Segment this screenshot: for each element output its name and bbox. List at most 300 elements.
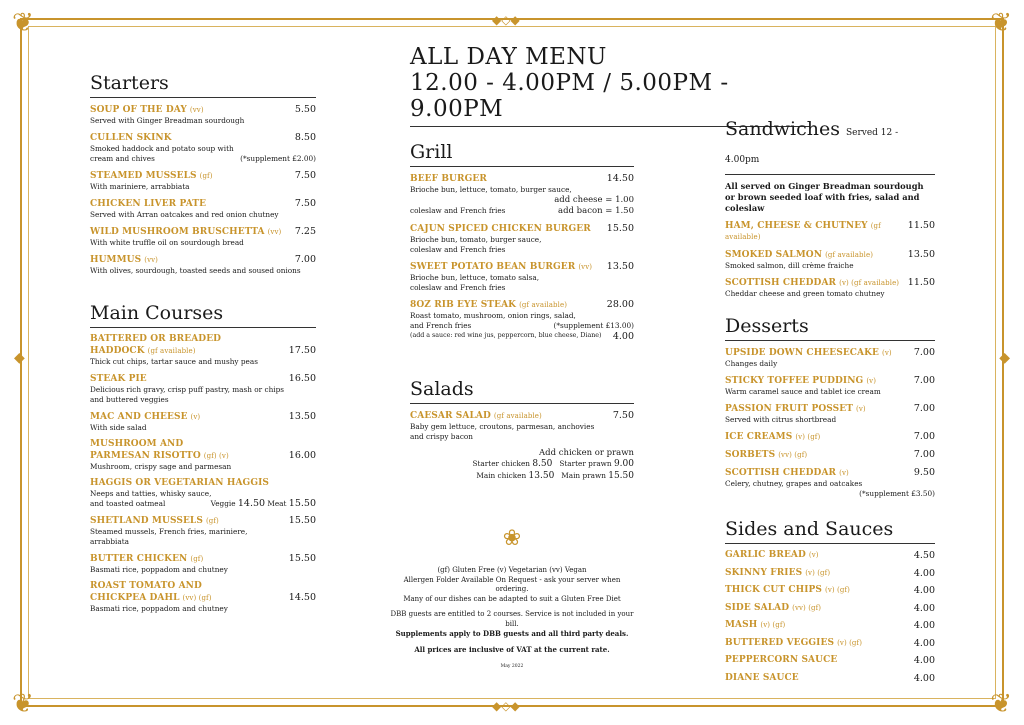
item-row [725, 449, 935, 461]
item-price: 4.00 [913, 620, 935, 631]
item-name [410, 300, 567, 311]
item-price: 5.50 [294, 104, 316, 115]
sauce-note: (add a sauce: red wine jus, peppercorn, blue cheese, Diane) [410, 332, 602, 339]
side-item [725, 620, 935, 631]
item-price: 28.00 [606, 299, 634, 310]
item-name-text: SMOKED SALMON [725, 250, 823, 260]
item-price: 4.50 [913, 550, 935, 561]
item-name [725, 221, 905, 243]
item-price: 7.00 [913, 375, 935, 386]
diet-tag: (v) [856, 405, 866, 413]
item-description: Neeps and tatties, whisky sauce, [90, 489, 212, 498]
item-row [410, 299, 634, 311]
item-name-text: HADDOCK [90, 346, 145, 356]
side-item [725, 550, 935, 561]
item-name-text: HAGGIS OR VEGETARIAN HAGGIS [90, 478, 270, 488]
item-name-text: CAESAR SALAD [410, 411, 491, 421]
item-description: Cheddar cheese and green tomato chutney [725, 289, 885, 298]
item-name-text: SCOTTISH CHEDDAR [725, 468, 837, 478]
diet-tag: (gf available) [825, 251, 874, 259]
item-description: coleslaw and French fries [410, 245, 506, 254]
diet-tag: (vv) (gf) [182, 594, 212, 602]
side-ornament-icon: ◆ [999, 350, 1010, 366]
diet-tag: (vv) [267, 228, 282, 236]
menu-item [725, 467, 935, 498]
desc-row [90, 537, 316, 547]
grill-list [410, 173, 634, 342]
item-row [90, 198, 316, 210]
item-row [725, 403, 935, 415]
item-name [90, 199, 206, 210]
item-price: 8.50 [294, 132, 316, 143]
section-title: Main Courses [90, 302, 316, 328]
item-description: Steamed mussels, French fries, mariniere, [90, 527, 248, 536]
item-name-text: STEAMED MUSSELS [90, 171, 197, 181]
menu-item [90, 226, 316, 248]
section-title: Grill [410, 141, 634, 167]
item-name [725, 278, 899, 289]
item-price: 15.50 [606, 223, 634, 234]
sandwiches-title: Sandwiches [725, 118, 840, 140]
item-name [725, 603, 821, 614]
item-row [725, 375, 935, 387]
menu-date: May 2022 [500, 664, 524, 669]
menu-item [410, 261, 634, 293]
item-row [410, 223, 634, 235]
supplement-note: (*supplement £2.00) [240, 154, 316, 163]
item-price: 4.00 [913, 655, 935, 666]
item-price: 4.00 [913, 672, 935, 684]
diet-tag: (vv) [578, 263, 593, 271]
item-description: Baby gem lettuce, croutons, parmesan, anchovies [410, 422, 595, 431]
menu-item [725, 249, 935, 271]
item-row [725, 467, 935, 479]
item-description: and toasted oatmeal [90, 499, 166, 508]
meat-label: Meat [267, 499, 287, 508]
item-description: Brioche bun, lettuce, tomato, burger sauce, [410, 185, 572, 194]
diet-tag: (vv) [144, 256, 159, 264]
veggie-label: Veggie [210, 499, 236, 508]
diet-tag: (v) (gf) [837, 638, 863, 647]
desserts-section [725, 315, 935, 498]
extra-label: Main prawn [561, 471, 606, 480]
item-description: With white truffle oil on sourdough bread [90, 238, 244, 247]
menu-item [725, 375, 935, 397]
item-name-text: PARMESAN RISOTTO [90, 451, 201, 461]
item-row [725, 220, 935, 243]
item-description: arrabbiata [90, 537, 129, 546]
menu-item [90, 104, 316, 126]
lotus-icon: ❀ [502, 526, 522, 551]
corner-ornament-icon: ❦ [12, 689, 34, 719]
item-name [90, 554, 203, 565]
item-name [725, 620, 785, 631]
diet-legend: (gf) Gluten Free (v) Vegetarian (vv) Vegan [437, 566, 587, 574]
starters-list [90, 104, 316, 276]
item-price: 15.50 [288, 553, 316, 564]
diet-tag: (gf available) [493, 412, 542, 420]
extra-label: Main chicken [476, 471, 527, 480]
item-description: With olives, sourdough, toasted seeds and soused onions [90, 266, 301, 275]
salads-list [410, 410, 634, 442]
item-name [725, 568, 830, 579]
item-description: Brioche bun, tomato, burger sauce, [410, 235, 542, 244]
haggis-prices [211, 499, 316, 509]
sandwiches-section [725, 118, 935, 299]
item-row [90, 592, 316, 604]
section-title: Salads [410, 378, 634, 404]
item-row [90, 226, 316, 238]
side-item [725, 673, 935, 684]
item-name [90, 171, 213, 182]
item-name-text: THICK CUT CHIPS [725, 585, 823, 595]
item-price: 4.00 [913, 602, 935, 614]
item-price: 16.50 [288, 373, 316, 384]
item-name-text: DIANE SAUCE [725, 672, 799, 683]
mains-list [90, 334, 316, 614]
diet-tag: (v) (gf) [825, 586, 850, 594]
item-price: 7.25 [294, 226, 316, 237]
item-description: With side salad [90, 423, 147, 432]
item-row [90, 553, 316, 565]
item-name [90, 374, 147, 385]
item-name-text: MAC AND CHEESE [90, 412, 188, 422]
desc-row [410, 283, 634, 293]
menu-item [90, 198, 316, 220]
item-name-text: SHETLAND MUSSELS [90, 516, 203, 526]
item-name [90, 133, 172, 144]
item-description: Roast tomato, mushroom, onion rings, salad, [410, 311, 576, 320]
item-row [90, 170, 316, 182]
sandwiches-intro: All served on Ginger Breadman sourdough or brown seeded loaf with fries, salad and coleslaw [725, 181, 924, 213]
diet-tag: (v) (gf) [795, 433, 821, 441]
item-name-text: SORBETS [725, 450, 776, 460]
item-name [725, 638, 862, 649]
menu-item [410, 299, 634, 342]
item-description: Thick cut chips, tartar sauce and mushy peas [90, 357, 258, 366]
item-name-text: WILD MUSHROOM BRUSCHETTA [90, 227, 265, 237]
item-name-text: CHICKPEA DAHL [90, 593, 180, 603]
desc-row [725, 489, 935, 498]
extra-label: Starter chicken [472, 459, 530, 468]
item-name-text: BEEF BURGER [410, 174, 487, 184]
item-description: Basmati rice, poppadom and chutney [90, 565, 228, 574]
item-name-text: HUMMUS [90, 255, 142, 265]
item-row [90, 478, 316, 489]
item-name [410, 224, 591, 235]
menu-item [410, 173, 634, 217]
desc-row [90, 154, 316, 164]
menu-item [90, 581, 316, 614]
item-name [725, 376, 876, 387]
item-description: cream and chives [90, 154, 155, 163]
desc-row [90, 499, 316, 509]
item-price: 4.00 [913, 585, 935, 596]
diet-tag: (vv) (gf) [778, 451, 808, 459]
item-name [90, 451, 229, 462]
desc-row [410, 432, 634, 442]
item-row [410, 173, 634, 185]
extra-price: 13.50 [528, 471, 555, 481]
section-title: Desserts [725, 315, 935, 341]
item-name [725, 673, 799, 684]
menu-times: 12.00 - 4.00PM / 5.00PM - 9.00PM [410, 70, 810, 127]
menu-item [410, 223, 634, 255]
item-description: Mushroom, crispy sage and parmesan [90, 462, 232, 471]
item-name-text: HAM, CHEESE & CHUTNEY [725, 221, 868, 231]
item-name-text: SKINNY FRIES [725, 567, 803, 578]
veggie-price: 14.50 [237, 498, 266, 509]
diet-tag: (gf available) [519, 301, 568, 309]
item-description: Brioche bun, lettuce, tomato salsa, [410, 273, 540, 282]
item-name [90, 105, 204, 116]
item-price: 7.00 [913, 431, 935, 442]
item-name: BATTERED OR BREADED [90, 334, 222, 344]
corner-ornament-icon: ❦ [990, 689, 1012, 719]
item-row [410, 261, 634, 273]
desc-row [90, 395, 316, 405]
menu-item [90, 439, 316, 472]
item-name-text: BUTTER CHICKEN [90, 554, 188, 564]
item-name-text: MASH [725, 620, 758, 630]
menu-item [90, 411, 316, 433]
desc-row [410, 321, 634, 331]
diet-tag: (v) [866, 377, 877, 385]
side-item [725, 603, 935, 614]
diet-tag: (v) [839, 469, 849, 477]
left-column [90, 72, 316, 620]
item-description: Served with Arran oatcakes and red onion chutney [90, 210, 279, 219]
item-name-text: STEAK PIE [90, 374, 147, 384]
sauce-price: 4.00 [612, 331, 634, 342]
menu-item [90, 132, 316, 164]
item-description: coleslaw and French fries [410, 206, 506, 215]
menu-item [725, 347, 935, 369]
item-name-text: ICE CREAMS [725, 432, 793, 442]
diet-tag: (gf) [199, 172, 213, 180]
item-price: 9.50 [913, 467, 935, 478]
item-price: 14.50 [288, 592, 316, 603]
item-name [725, 468, 849, 479]
item-name [725, 250, 873, 261]
item-name-text: SWEET POTATO BEAN BURGER [410, 262, 576, 272]
extras-row-starter [410, 458, 634, 470]
item-price: 13.50 [288, 411, 316, 422]
supplement-note: (*supplement £3.50) [859, 489, 935, 498]
diet-tag: (gf) [190, 555, 204, 563]
addon-cheese: add cheese = 1.00 [554, 195, 634, 205]
item-row [725, 249, 935, 261]
item-row [90, 411, 316, 423]
item-price: 13.50 [606, 261, 634, 272]
item-name [725, 550, 819, 561]
menu-item [90, 553, 316, 575]
item-name [725, 585, 850, 596]
item-row [90, 254, 316, 266]
item-name [90, 516, 219, 527]
salads-section [410, 378, 634, 482]
item-row [90, 104, 316, 116]
item-row [725, 431, 935, 443]
corner-ornament-icon: ❦ [12, 8, 34, 38]
item-price: 11.50 [907, 220, 935, 231]
diet-tag: (v) [808, 551, 819, 559]
item-price: 7.50 [294, 170, 316, 181]
item-name-text: SOUP OF THE DAY [90, 105, 187, 115]
diet-tag: (gf) (v) [203, 452, 229, 460]
item-price: 7.00 [913, 347, 935, 358]
item-name-text: 8OZ RIB EYE STEAK [410, 300, 517, 310]
item-description: Basmati rice, poppadom and chutney [90, 604, 228, 613]
corner-ornament-icon: ❦ [990, 8, 1012, 38]
item-name-text: STICKY TOFFEE PUDDING [725, 376, 864, 386]
menu-item [725, 220, 935, 243]
item-price: 7.00 [913, 403, 935, 414]
diet-tag: (v) [882, 349, 892, 357]
diet-tag: (gf available) [147, 347, 196, 355]
sauce-row [410, 331, 634, 342]
menu-item [725, 449, 935, 461]
item-price: 7.50 [294, 198, 316, 209]
vat-note: All prices are inclusive of VAT at the current rate. [414, 644, 610, 654]
item-description: Changes daily [725, 359, 778, 368]
menu-item [725, 403, 935, 425]
item-name [725, 655, 837, 666]
item-price: 7.00 [913, 449, 935, 460]
extra-price: 15.50 [608, 471, 634, 481]
menu-title: ALL DAY MENU [410, 44, 607, 70]
item-name-text: CHICKEN LIVER PATE [90, 199, 207, 209]
menu-headline [410, 44, 810, 127]
menu-item [90, 254, 316, 276]
item-price: 13.50 [907, 249, 935, 260]
item-name [725, 404, 866, 415]
item-row [90, 132, 316, 144]
border-ornament-icon: ◆◇◆ [492, 13, 520, 27]
desserts-list [725, 347, 935, 498]
item-description: Celery, chutney, grapes and oatcakes [725, 479, 863, 488]
section-title [725, 118, 935, 175]
salad-extras-title: Add chicken or prawn [539, 448, 634, 458]
item-price: 4.00 [913, 567, 935, 579]
item-row [725, 347, 935, 359]
supplements-note: Supplements apply to DBB guests and all third party deals. [395, 629, 629, 638]
sandwiches-subtitle: Served 12 - 4.00pm [725, 128, 899, 165]
gluten-note: Many of our dishes can be adapted to suit a Gluten Free Diet [403, 594, 621, 603]
menu-item [90, 334, 316, 367]
sides-list [725, 550, 935, 684]
item-name-text: SIDE SALAD [725, 602, 790, 613]
item-price: 7.50 [612, 410, 634, 421]
item-name [725, 348, 892, 359]
side-item [725, 568, 935, 579]
item-name: MUSHROOM AND [90, 439, 184, 449]
item-price: 11.50 [907, 277, 935, 288]
side-item [725, 638, 935, 649]
extra-price: 8.50 [532, 459, 553, 469]
item-description: and French fries [410, 321, 472, 330]
supplement-note: (*supplement £13.00) [553, 321, 634, 330]
right-column [725, 118, 935, 690]
menu-item [90, 515, 316, 547]
item-description: and buttered veggies [90, 395, 169, 404]
item-name [90, 593, 212, 604]
item-name [725, 450, 807, 461]
extras-row-main [410, 470, 634, 482]
item-name [725, 432, 820, 443]
item-name: ROAST TOMATO AND [90, 581, 202, 591]
item-name [90, 255, 158, 266]
item-price: 17.50 [288, 345, 316, 356]
allergen-note: Allergen Folder Available On Request - ask your server when ordering. [403, 575, 621, 593]
menu-item [90, 478, 316, 509]
item-row [90, 373, 316, 385]
diet-tag: (gf) [205, 517, 219, 525]
menu-item [725, 277, 935, 299]
menu-item [90, 373, 316, 405]
item-name-text: PASSION FRUIT POSSET [725, 404, 854, 414]
item-name-text: PEPPERCORN SAUCE [725, 655, 838, 665]
item-description: Delicious rich gravy, crisp puff pastry, mash or chips [90, 385, 285, 394]
item-name-text: CULLEN SKINK [90, 133, 172, 143]
diet-tag: (gf available) [725, 222, 881, 241]
item-name [90, 412, 200, 423]
item-description: Served with Ginger Breadman sourdough [90, 116, 245, 125]
addon-bacon: add bacon = 1.50 [558, 206, 634, 216]
item-name-text: UPSIDE DOWN CHEESECAKE [725, 348, 880, 358]
item-name [90, 478, 269, 489]
side-item [725, 655, 935, 666]
side-ornament-icon: ◆ [14, 350, 25, 366]
item-description: and crispy bacon [410, 432, 474, 441]
item-price: 7.00 [294, 254, 316, 265]
item-row [90, 450, 316, 462]
menu-item [410, 410, 634, 442]
border-ornament-icon: ◆◇◆ [492, 699, 520, 713]
item-name-text: BUTTERED VEGGIES [725, 637, 835, 648]
item-row [90, 515, 316, 527]
item-name [90, 346, 196, 357]
item-description: With mariniere, arrabbiata [90, 182, 190, 191]
item-price: 4.00 [913, 637, 935, 649]
item-name-text: GARLIC BREAD [725, 550, 806, 560]
section-title: Sides and Sauces [725, 518, 935, 544]
diet-tag: (vv) [189, 106, 204, 114]
item-row [725, 277, 935, 289]
item-row [410, 410, 634, 422]
extra-price: 9.00 [613, 459, 634, 469]
item-row [90, 345, 316, 357]
side-item [725, 585, 935, 596]
item-price: 15.50 [288, 515, 316, 526]
item-description: Smoked salmon, dill crème fraiche [725, 261, 854, 270]
item-name [410, 262, 592, 273]
item-name-text: CAJUN SPICED CHICKEN BURGER [410, 224, 591, 234]
item-description: Warm caramel sauce and tablet ice cream [725, 387, 881, 396]
item-name-text: SCOTTISH CHEDDAR [725, 278, 837, 288]
item-name [410, 174, 487, 185]
dbb-note: DBB guests are entitled to 2 courses. Service is not included in your bill. [390, 610, 634, 628]
diet-tag: (v) (gf available) [839, 279, 900, 287]
starters-section [90, 72, 316, 276]
item-description: coleslaw and French fries [410, 283, 506, 292]
mains-section [90, 302, 316, 614]
footer-notes [388, 528, 636, 672]
extra-label: Starter prawn [559, 459, 612, 468]
item-description: Smoked haddock and potato soup with [90, 144, 234, 153]
salad-extras [410, 458, 634, 482]
item-name [410, 411, 542, 422]
